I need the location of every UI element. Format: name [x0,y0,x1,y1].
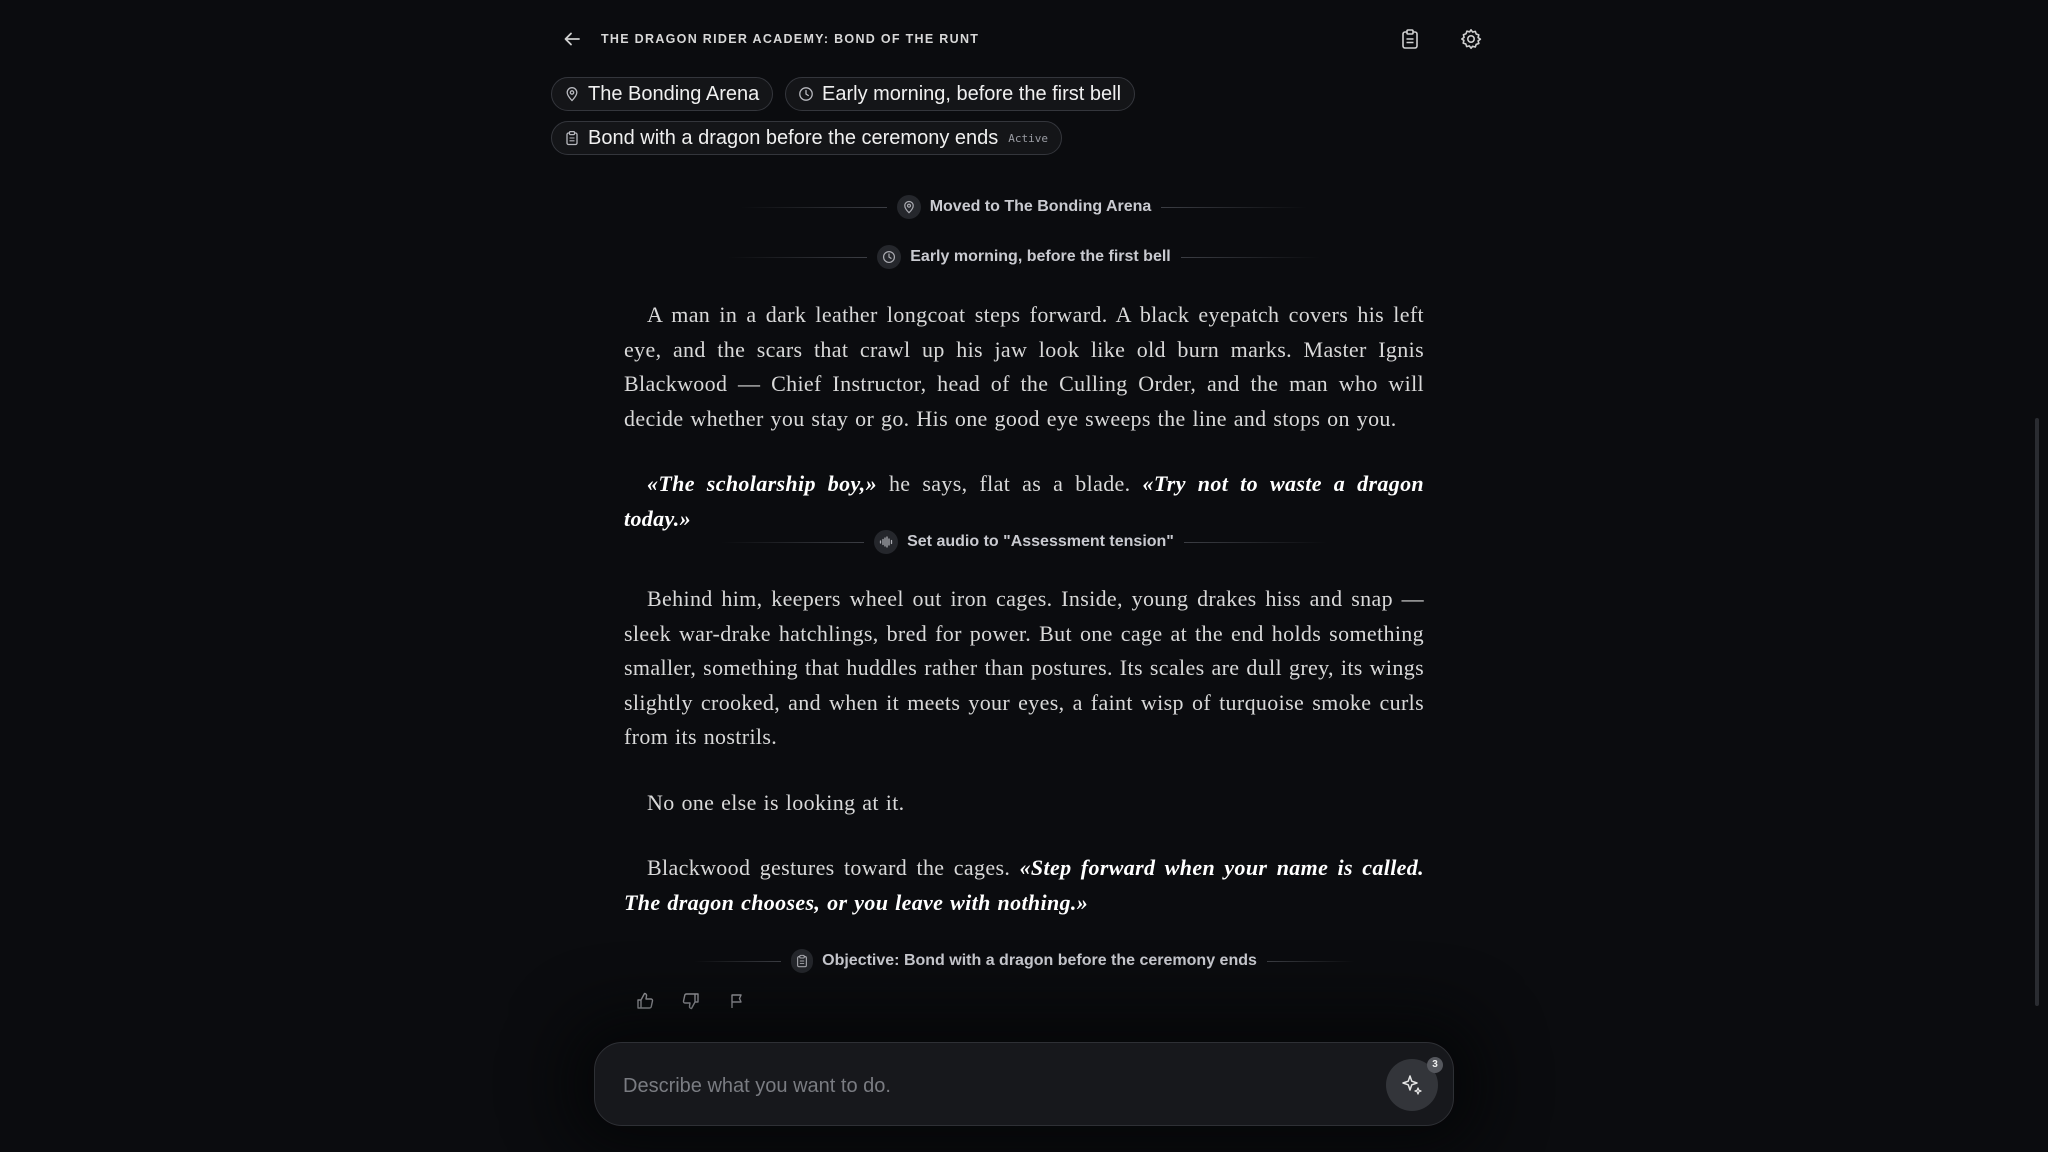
clipboard-icon [1399,28,1421,50]
story-paragraph: No one else is looking at it. [647,790,905,815]
story-paragraph: A man in a dark leather longcoat steps forward. A black eyepatch covers his left eye, and the scars that crawl up his jaw look like old burn marks. Master Ignis Blackwood — Chief Instructor, head of the Culling Order, and the man who will decide whether you stay or go. His one good eye sweeps the line and stops on you. [624,302,1424,431]
clock-icon [877,245,901,269]
clipboard-icon [791,949,813,973]
event-audio [714,527,1334,557]
gear-icon [1459,27,1483,51]
settings-button[interactable] [1456,24,1486,54]
story-paragraph [624,851,1424,920]
story-title: THE DRAGON RIDER ACADEMY: BOND OF THE RUNT [601,32,980,46]
action-input[interactable] [621,1065,1365,1107]
divider [1267,961,1354,962]
flag-button[interactable] [724,988,750,1014]
story-paragraph: Behind him, keepers wheel out iron cages. Inside, young drakes hiss and snap — sleek war-drake hatchlings, bred for power. But one cage at the end holds something smaller, something that huddles rather than postures. Its scales are dull grey, its wings slightly crooked, and when it meets your eyes, a faint wisp of turquoise smoke curls from its nostrils. [624,586,1424,749]
divider [741,207,887,208]
divider [1181,257,1320,258]
assist-count-badge: 3 [1427,1057,1443,1073]
scrollbar-thumb[interactable] [2035,418,2039,1006]
thumbs-up-icon [635,991,655,1011]
map-pin-icon [897,195,921,219]
event-moved [734,192,1314,222]
dialogue: «The scholarship boy,» [647,471,877,496]
flag-icon [728,992,746,1010]
arrow-left-icon [562,29,582,49]
divider [728,257,867,258]
back-button[interactable] [557,27,587,51]
map-pin-icon [564,86,580,102]
dialogue: «Step forward when your name is called. The dragon chooses, or you leave with nothing.» [624,855,1424,915]
event-audio-text: Set audio to "Assessment tension" [907,533,1174,550]
event-time [717,242,1331,272]
time-chip[interactable] [785,77,1135,111]
location-chip[interactable] [551,77,773,111]
like-button[interactable] [632,988,658,1014]
divider [694,961,781,962]
objectives-button[interactable] [1395,24,1425,54]
event-moved-text: Moved to The Bonding Arena [929,198,1152,215]
dialogue: «Try not to waste a dragon today.» [624,471,1425,531]
event-objective-text: Objective: Bond with a dragon before the ceremony ends [822,952,1257,969]
divider [1161,207,1307,208]
narration: Blackwood gestures toward the cages. [647,855,1020,880]
action-input-bar [594,1042,1454,1126]
objective-label: Bond with a dragon before the ceremony ends [588,126,999,149]
story-paragraph [624,467,1424,536]
event-objective [694,946,1354,976]
thumbs-down-icon [681,991,701,1011]
narration: he says, flat as a blade. [876,471,1143,496]
audio-wave-icon [874,530,898,554]
divider [1184,542,1327,543]
clipboard-icon [564,130,580,146]
objective-chip[interactable] [551,121,1062,155]
objective-status-badge: Active [1008,131,1049,145]
divider [721,542,864,543]
time-label: Early morning, before the first bell [822,82,1122,105]
event-time-text: Early morning, before the first bell [910,248,1171,265]
sparkle-icon [1399,1072,1425,1098]
dislike-button[interactable] [678,988,704,1014]
clock-icon [798,86,814,102]
location-label: The Bonding Arena [588,82,760,105]
